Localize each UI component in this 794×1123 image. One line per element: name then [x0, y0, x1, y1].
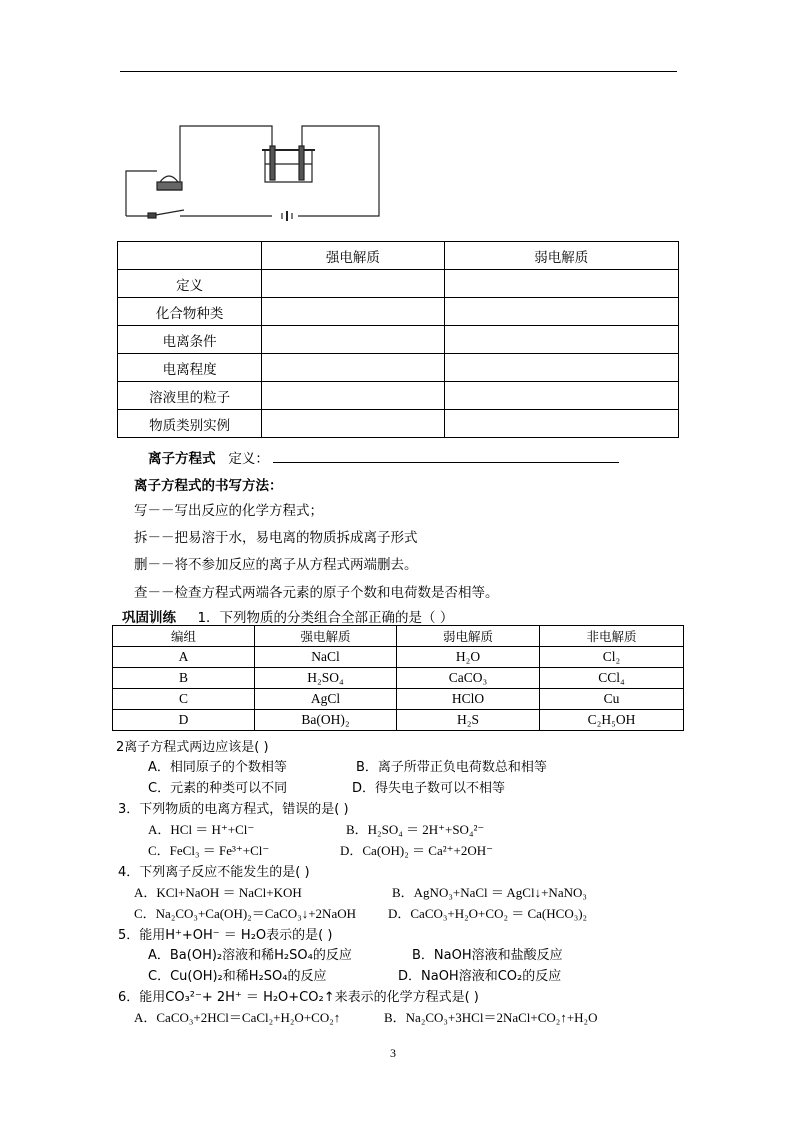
q5-option-d: D．NaOH溶液和CO₂的反应 [398, 969, 562, 984]
table-cell: Ba(OH)₂ [255, 710, 397, 731]
method-title: 离子方程式的书写方法： [134, 478, 283, 494]
q6-option-a: A．CaCO₃+2HCl＝CaCl₂+H₂O+CO₂↑ [134, 1010, 341, 1025]
table-cell: HClO [397, 689, 540, 710]
table-cell: H₂S [397, 710, 540, 731]
table-header-cell: 强电解质 [255, 626, 397, 647]
blank-cell [262, 326, 444, 354]
step-delete: 删－－将不参加反应的离子从方程式两端删去。 [134, 557, 418, 573]
step-split: 拆－－把易溶于水，易电离的物质拆成离子形式 [134, 530, 418, 546]
blank-cell [262, 410, 444, 438]
table-row [113, 647, 684, 668]
ionic-definition-line [148, 447, 619, 467]
table-header-cell: 强电解质 [262, 242, 444, 270]
q2-option-a: A．相同原子的个数相等 [148, 760, 287, 775]
row-label: 电离条件 [118, 326, 262, 354]
step-check: 查－－检查方程式两端各元素的原子个数和电荷数是否相等。 [134, 585, 499, 601]
blank-cell [262, 354, 444, 382]
classification-table [112, 625, 684, 731]
question-6: 6．能用CO₃²⁻+ 2H⁺ ＝ H₂O+CO₂↑来表示的化学方程式是( ) [118, 990, 479, 1005]
blank-cell [444, 326, 678, 354]
page-number: 3 [390, 1046, 396, 1060]
table-cell: H₂SO₄ [255, 668, 397, 689]
q5-option-c: C．Cu(OH)₂和稀H₂SO₄的反应 [148, 969, 327, 984]
blank-cell [444, 354, 678, 382]
q2-option-c: C．元素的种类可以不同 [148, 781, 288, 796]
step-write: 写－－写出反应的化学方程式； [134, 503, 323, 519]
table-cell: Cu [540, 689, 684, 710]
table-header-cell [118, 242, 262, 270]
q3-option-c: C．FeCl₃ ＝ Fe³⁺+Cl⁻ [148, 843, 270, 858]
blank-cell [444, 382, 678, 410]
q2-option-b: B．离子所带正负电荷数总和相等 [356, 760, 547, 775]
q5-option-b: B．NaOH溶液和盐酸反应 [412, 948, 563, 963]
blank-cell [262, 298, 444, 326]
question-1: 1．下列物质的分类组合全部正确的是（ ） [197, 610, 454, 626]
table-header-cell: 编组 [113, 626, 255, 647]
table-row [113, 710, 684, 731]
q5-option-a: A．Ba(OH)₂溶液和稀H₂SO₄的反应 [148, 948, 352, 963]
q4-option-a: A．KCl+NaOH ＝ NaCl+KOH [134, 885, 302, 900]
q6-option-b: B．Na₂CO₃+3HCl＝2NaCl+CO₂↑+H₂O [384, 1010, 598, 1025]
row-label: 电离程度 [118, 354, 262, 382]
header-rule [120, 71, 677, 72]
q4-option-c: C．Na₂CO₃+Ca(OH)₂＝CaCO₃↓+2NaOH [134, 906, 356, 921]
blank-cell [262, 382, 444, 410]
table-header-cell: 弱电解质 [397, 626, 540, 647]
table-cell: H₂O [397, 647, 540, 668]
table-header-cell: 非电解质 [540, 626, 684, 647]
question-5: 5．能用H⁺+OH⁻ ＝ H₂O表示的是( ) [118, 928, 333, 943]
question-3: 3．下列物质的电离方程式，错误的是( ) [118, 802, 349, 817]
q4-option-d: D．CaCO₃+H₂O+CO₂ ＝ Ca(HCO₃)₂ [388, 906, 588, 921]
table-cell: B [113, 668, 255, 689]
question-4: 4．下列离子反应不能发生的是( ) [118, 865, 310, 880]
row-label: 定义 [118, 270, 262, 298]
q4-option-b: B．AgNO₃+NaCl ＝ AgCl↓+NaNO₃ [392, 885, 587, 900]
table-cell: CaCO₃ [397, 668, 540, 689]
blank-cell [262, 270, 444, 298]
table-row [113, 668, 684, 689]
q3-option-b: B．H₂SO₄ ＝ 2H⁺+SO₄²⁻ [346, 822, 485, 837]
row-label: 化合物种类 [118, 298, 262, 326]
table-cell: Cl₂ [540, 647, 684, 668]
table-cell: CCl₄ [540, 668, 684, 689]
table-cell: NaCl [255, 647, 397, 668]
table-row [113, 689, 684, 710]
blank-cell [444, 270, 678, 298]
question-2: 2离子方程式两边应该是( ) [116, 740, 269, 755]
table-cell: C₂H₅OH [540, 710, 684, 731]
q3-option-a: A．HCl ＝ H⁺+Cl⁻ [148, 822, 255, 837]
electrolyte-comparison-table [117, 241, 679, 438]
table-cell: AgCl [255, 689, 397, 710]
table-cell: A [113, 647, 255, 668]
blank-cell [444, 298, 678, 326]
row-label: 物质类别实例 [118, 410, 262, 438]
definition-label: 定义： [228, 451, 269, 467]
definition-blank [273, 450, 619, 463]
q2-option-d: D．得失电子数可以不相等 [352, 781, 506, 796]
table-cell: C [113, 689, 255, 710]
section-title: 离子方程式 [148, 451, 216, 467]
q3-option-d: D．Ca(OH)₂ ＝ Ca²⁺+2OH⁻ [340, 843, 493, 858]
table-header-cell: 弱电解质 [444, 242, 678, 270]
row-label: 溶液里的粒子 [118, 382, 262, 410]
conductivity-circuit-diagram [122, 118, 384, 222]
practice-label: 巩固训练 [122, 610, 176, 626]
table-cell: D [113, 710, 255, 731]
blank-cell [444, 410, 678, 438]
practice-heading [122, 606, 453, 626]
